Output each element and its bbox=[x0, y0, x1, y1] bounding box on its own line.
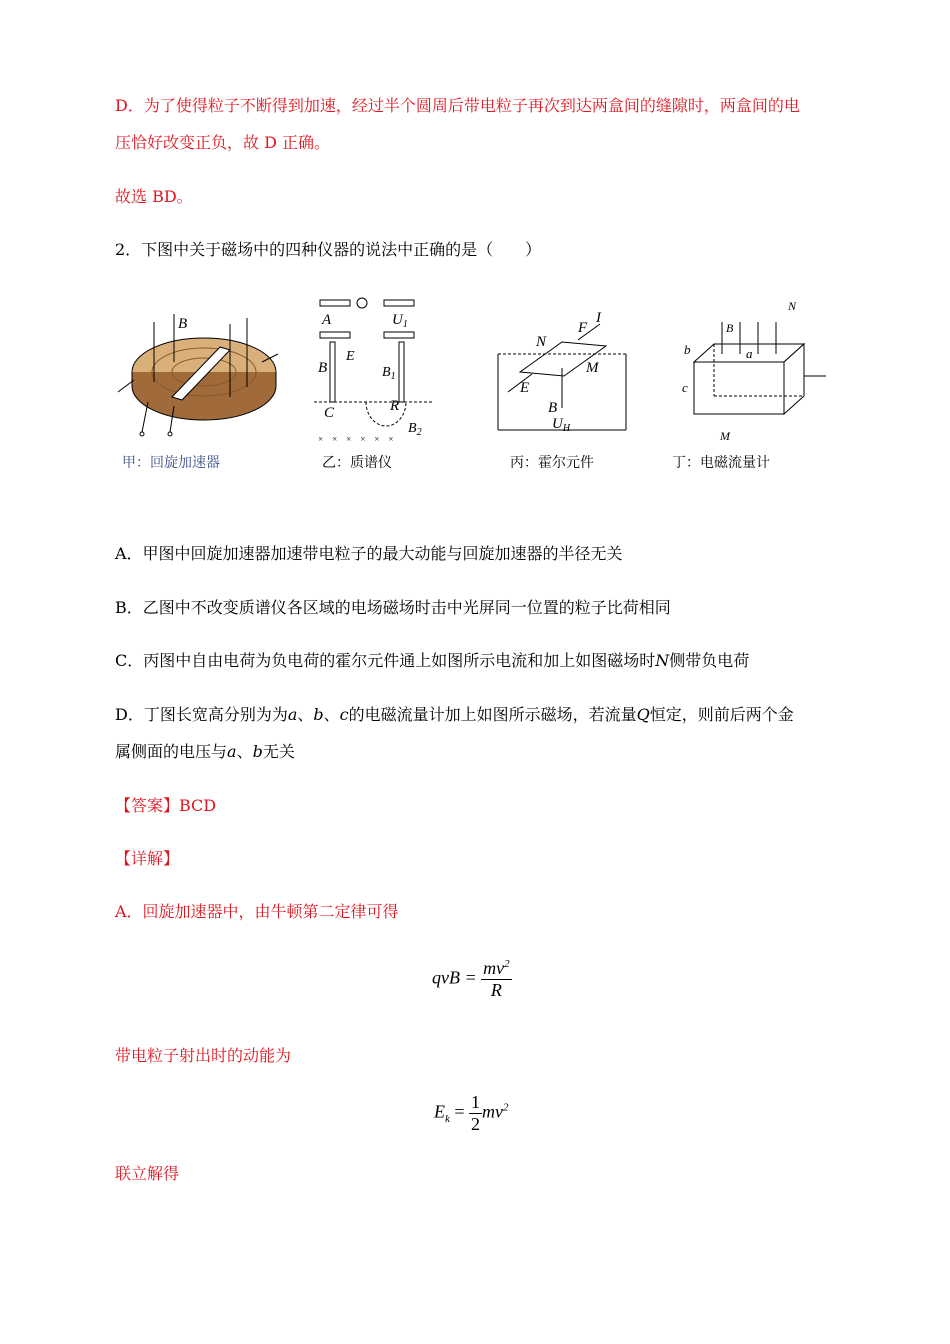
label-B: B bbox=[178, 316, 188, 332]
svg-text:× × × × × ×: × × × × × × bbox=[318, 434, 394, 444]
svg-text:I: I bbox=[596, 312, 601, 326]
detail-heading: 【详解】 bbox=[115, 849, 180, 868]
svg-text:B: B bbox=[726, 321, 734, 335]
combine-text: 联立解得 bbox=[115, 1164, 180, 1183]
svg-text:N: N bbox=[536, 334, 547, 350]
caption-hall-element: 丙：霍尔元件 bbox=[510, 455, 594, 471]
figure-mass-spectrometer bbox=[304, 292, 444, 452]
svg-text:B: B bbox=[548, 400, 558, 416]
solution-d-line1: D．为了使得粒子不断得到加速，经过半个圆周后带电粒子再次到达两盒间的缝隙时，两盒间的电 bbox=[115, 96, 800, 115]
instrument-figures bbox=[112, 292, 832, 482]
choose-previous: 故选 BD。 bbox=[115, 187, 193, 206]
answer: 【答案】BCD bbox=[115, 796, 217, 815]
svg-text:M: M bbox=[586, 360, 599, 376]
kinetic-energy-text: 带电粒子射出时的动能为 bbox=[115, 1046, 292, 1065]
svg-text:F: F bbox=[578, 320, 588, 336]
equation-kinetic-energy: $E_k$ = $\frac{1}{2}$ $mv^2$ bbox=[434, 1092, 509, 1134]
figure-cyclotron bbox=[112, 302, 282, 452]
svg-text:c: c bbox=[682, 380, 688, 395]
option-b: B．乙图中不改变质谱仪各区域的电场磁场时击中光屏同一位置的粒子比荷相同 bbox=[115, 598, 671, 617]
svg-text:N: N bbox=[788, 299, 797, 313]
svg-text:UH: $U_H$ bbox=[552, 416, 571, 434]
svg-text:b: b bbox=[684, 342, 691, 357]
svg-text:U1: $U_1$ bbox=[392, 312, 408, 330]
svg-text:E: E bbox=[346, 349, 355, 364]
svg-text:B1: $B_1$ bbox=[382, 365, 396, 382]
solution-d-line2: 压恰好改变正负，故 D 正确。 bbox=[115, 133, 331, 152]
svg-text:B2: $B_2$ bbox=[408, 421, 422, 438]
svg-text:M: M bbox=[720, 429, 730, 443]
option-c: C．丙图中自由电荷为负电荷的霍尔元件通上如图所示电流和加上如图磁场时N侧带负电荷 bbox=[115, 651, 750, 670]
equation-lorentz: qvB = $\frac{mv^2}{R}$ bbox=[432, 958, 510, 1000]
question-2: 2．下图中关于磁场中的四种仪器的说法中正确的是（ ） bbox=[115, 240, 542, 259]
option-a: A．甲图中回旋加速器加速带电粒子的最大动能与回旋加速器的半径无关 bbox=[115, 544, 623, 563]
svg-text:a: a bbox=[746, 346, 753, 361]
svg-text:E: E bbox=[520, 380, 530, 396]
option-d-line1: D．丁图长宽高分别为为a、b、c的电磁流量计加上如图所示磁场，若流量Q恒定，则前后两个金 bbox=[115, 705, 794, 724]
solution-a: A．回旋加速器中，由牛顿第二定律可得 bbox=[115, 902, 399, 921]
caption-mass-spectrometer: 乙：质谱仪 bbox=[322, 455, 392, 471]
caption-cyclotron: 甲：回旋加速器 bbox=[122, 455, 220, 471]
svg-text:A: A bbox=[322, 312, 332, 328]
option-d-line2: 属侧面的电压与a、b无关 bbox=[115, 742, 295, 761]
figure-flowmeter bbox=[664, 292, 834, 452]
svg-text:C: C bbox=[324, 405, 335, 421]
svg-text:B: B bbox=[318, 360, 328, 376]
caption-flowmeter: 丁：电磁流量计 bbox=[672, 455, 770, 471]
figure-hall-element bbox=[490, 312, 640, 442]
svg-text:R: R bbox=[390, 398, 400, 414]
